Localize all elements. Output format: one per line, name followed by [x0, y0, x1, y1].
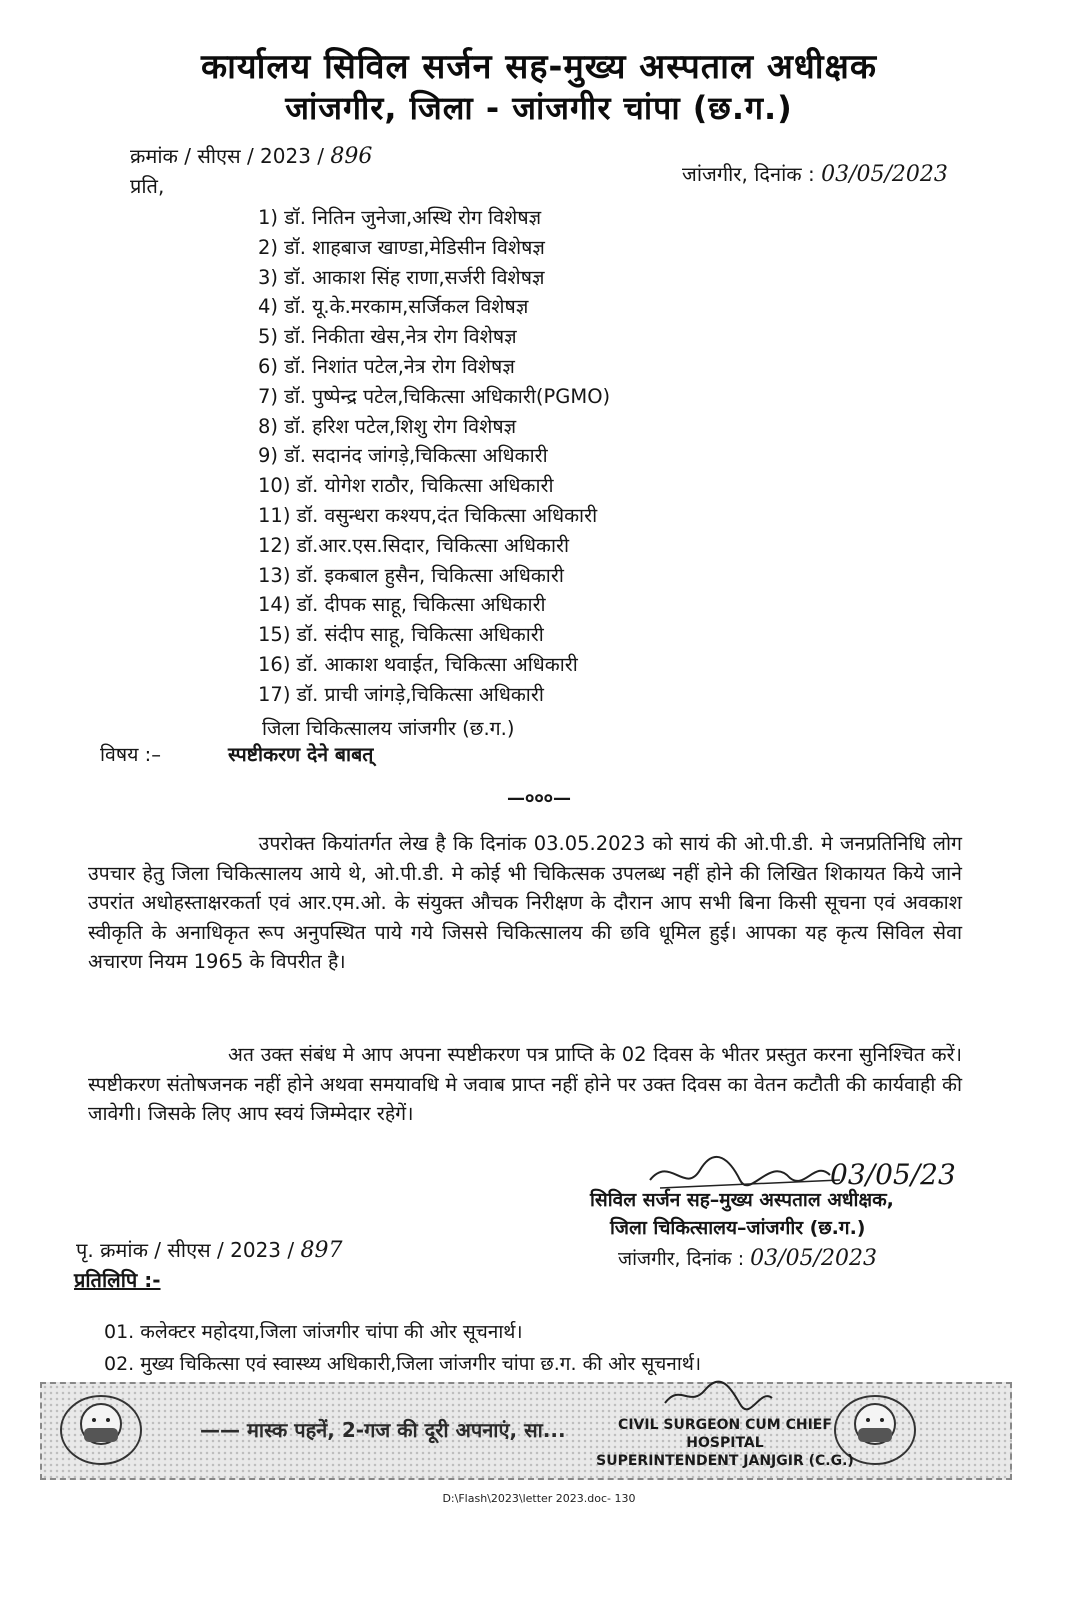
copy-item-1: 01. कलेक्टर महोदया,जिला जांजगीर चांपा की ओर सूचनार्थ। [104, 1321, 523, 1343]
reference-prefix: क्रमांक / सीएस / 2023 / [130, 144, 325, 168]
reference-number [130, 142, 372, 169]
recipient-item: 8) डॉ. हरिश पटेल,शिशु रोग विशेषज्ञ [258, 414, 517, 438]
signatory-date [618, 1244, 877, 1274]
to-label: प्रति, [130, 174, 165, 198]
recipient-item: 17) डॉ. प्राची जांगड़े,चिकित्सा अधिकारी [258, 682, 544, 706]
stamp-signature [660, 1378, 780, 1414]
copy-item-2: 02. मुख्य चिकित्सा एवं स्वास्थ्य अधिकारी,जिला जांजगीर चांपा छ.ग. की ओर सूचनार्थ। [104, 1353, 702, 1375]
recipient-item: 3) डॉ. आकाश सिंह राणा,सर्जरी विशेषज्ञ [258, 265, 545, 289]
recipient-item: 15) डॉ. संदीप साहू, चिकित्सा अधिकारी [258, 623, 544, 647]
recipient-item: 2) डॉ. शाहबाज खाण्डा,मेडिसीन विशेषज्ञ [258, 235, 545, 259]
para2-first-word: अत [227, 1043, 254, 1066]
recipients-footer: जिला चिकित्सालय जांजगीर (छ.ग.) [262, 717, 515, 740]
office-location: जांजगीर, जिला - जांजगीर चांपा (छ.ग.) [285, 89, 793, 127]
recipient-item: 1) डॉ. नितिन जुनेजा,अस्थि रोग विशेषज्ञ [258, 206, 542, 229]
recipient-item: 14) डॉ. दीपक साहू, चिकित्सा अधिकारी [258, 593, 546, 617]
signatory-date-value: 03/05/2023 [750, 1246, 877, 1271]
body-paragraph-1 [88, 829, 962, 977]
reference-date-label: जांजगीर, दिनांक : [682, 162, 815, 186]
recipient-item: 7) डॉ. पुष्पेन्द्र पटेल,चिकित्सा अधिकारी(PGMO) [258, 384, 611, 408]
reference-date [682, 160, 948, 187]
recipient-item: 9) डॉ. सदानंद जांगड़े,चिकित्सा अधिकारी [258, 444, 548, 468]
subject-label: विषय :– [100, 743, 161, 766]
reference-handwritten-number: 896 [330, 144, 373, 169]
body-paragraph-2 [88, 1040, 962, 1129]
reference-date-value: 03/05/2023 [821, 162, 948, 187]
copy-label: प्रतिलिपि :- [74, 1268, 161, 1292]
banner-slogan: —— मास्क पहनें, 2-गज की दूरी अपनाएं, सा... [200, 1418, 566, 1442]
official-stamp [585, 1416, 865, 1470]
recipient-item: 11) डॉ. वसुन्धरा कश्यप,दंत चिकित्सा अधिकारी [258, 503, 598, 527]
subject-text: स्पष्टीकरण देने बाबत् [228, 743, 374, 766]
signatory-designation: सिविल सर्जन सह–मुख्य अस्पताल अधीक्षक, [590, 1189, 894, 1211]
recipient-item: 12) डॉ.आर.एस.सिदार, चिकित्सा अधिकारी [258, 533, 570, 557]
endorsement-handwritten-number: 897 [300, 1238, 343, 1263]
endorsement-number [76, 1236, 342, 1263]
stamp-line-1: CIVIL SURGEON CUM CHIEF HOSPITAL [618, 1417, 832, 1451]
signatory-date-label: जांजगीर, दिनांक : [618, 1248, 745, 1270]
file-path-footer: D:\Flash\2023\letter 2023.doc- 130 [442, 1492, 636, 1505]
para1-first-word: उपरोक्त [258, 832, 315, 855]
masked-face-left-icon [56, 1392, 146, 1468]
recipient-item: 5) डॉ. निकीता खेस,नेत्र रोग विशेषज्ञ [258, 325, 517, 349]
recipient-item: 16) डॉ. आकाश थवाईत, चिकित्सा अधिकारी [258, 652, 578, 676]
signature-date: 03/05/23 [830, 1158, 956, 1191]
signatory-office: जिला चिकित्सालय–जांजगीर (छ.ग.) [610, 1217, 866, 1239]
recipient-item: 6) डॉ. निशांत पटेल,नेत्र रोग विशेषज्ञ [258, 354, 515, 378]
endorsement-prefix: पृ. क्रमांक / सीएस / 2023 / [76, 1238, 295, 1262]
recipient-list [258, 203, 610, 710]
recipient-item: 13) डॉ. इकबाल हुसैन, चिकित्सा अधिकारी [258, 563, 564, 587]
stamp-line-2: SUPERINTENDENT JANJGIR (C.G.) [596, 1453, 854, 1469]
para2-text: उक्त संबंध मे आप अपना स्पष्टीकरण पत्र प्राप्ति के 02 दिवस के भीतर प्रस्तुत करना सुनिश्चित करें। स्पष्टीकरण संतोषजनक नहीं होने अथवा समयावधि मे जवाब प्राप्त नहीं होने पर उक्त दिवस का वेतन कटौती की कार्यवाही की जावेगी। जिसके लिए आप स्वयं जिम्मेदार रहेगें। [88, 1043, 962, 1125]
recipient-item: 4) डॉ. यू.के.मरकाम,सर्जिकल विशेषज्ञ [258, 295, 529, 319]
section-divider: —०००— [506, 788, 572, 809]
office-title: कार्यालय सिविल सर्जन सह-मुख्य अस्पताल अधीक्षक [200, 47, 878, 87]
recipient-item: 10) डॉ. योगेश राठौर, चिकित्सा अधिकारी [258, 474, 554, 498]
para1-text: कियांतर्गत लेख है कि दिनांक 03.05.2023 को सायं की ओ.पी.डी. मे जनप्रतिनिधि लोग उपचार हेतु जिला चिकित्सालय आये थे, ओ.पी.डी. मे कोई भी चिकित्सक उपलब्ध नहीं होने की लिखित शिकायत किये जाने उपरांत अधोहस्ताक्षरकर्ता एवं आर.एम.ओ. के संयुक्त औचक निरीक्षण के दौरान आप सभी बिना किसी सूचना एवं अवकाश स्वीकृति के अनाधिकृत रूप अनुपस्थित पाये गये जिससे चिकित्सालय की छवि धूमिल हुई। आपका यह कृत्य सिविल सेवा अचारण नियम 1965 के विपरीत है। [88, 832, 962, 973]
